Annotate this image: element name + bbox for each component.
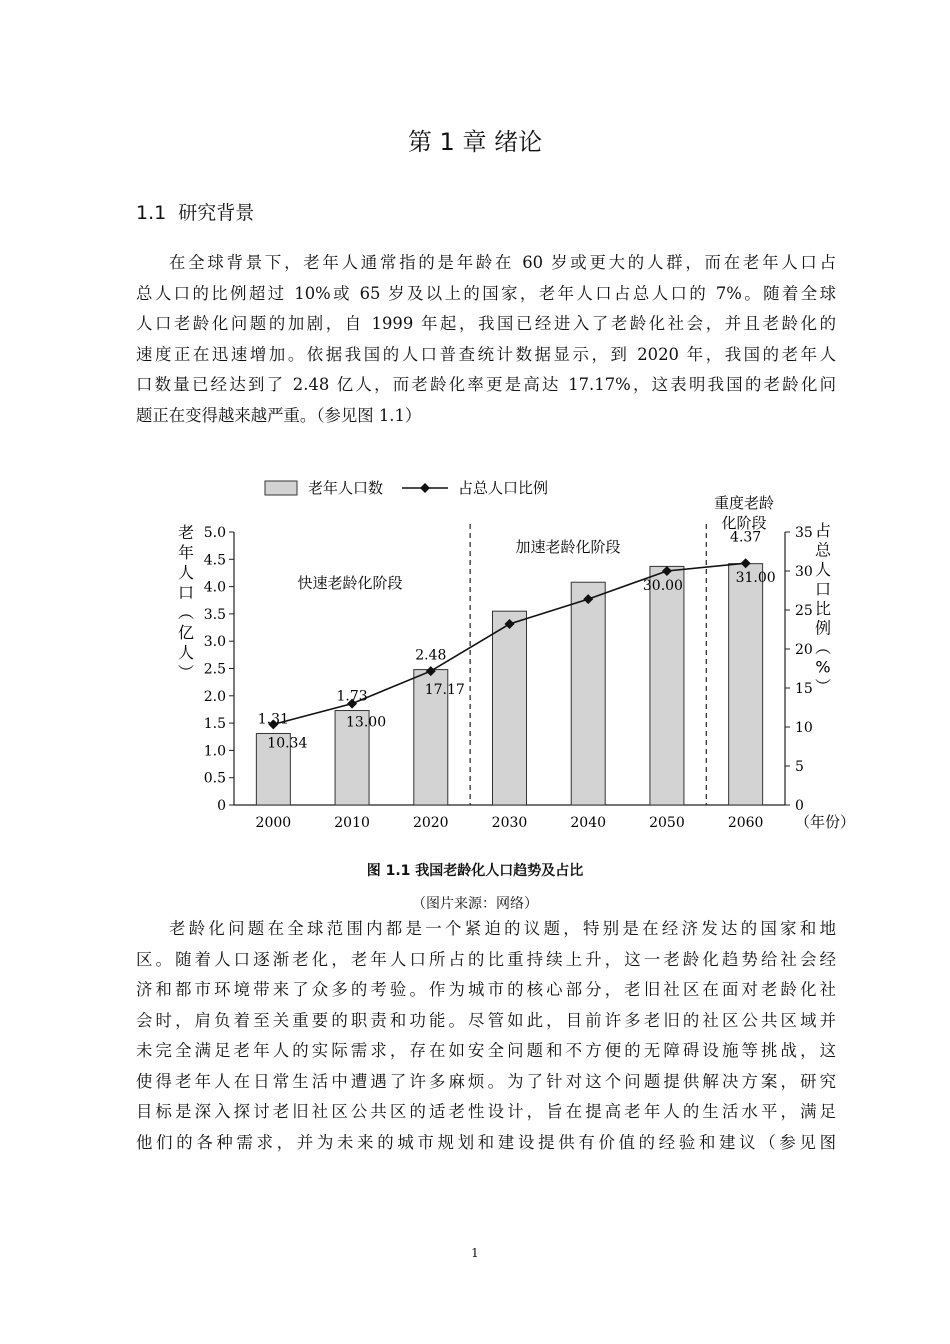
bar-value-label: 1.31 (257, 711, 289, 728)
section-heading (136, 198, 254, 225)
line-value-label: 10.34 (267, 735, 308, 752)
right-axis-label-char: 占 (814, 521, 832, 540)
bar-value-label: 2.48 (415, 647, 447, 664)
bar-2050 (650, 566, 684, 805)
x-axis-label: （年份） (794, 813, 856, 831)
right-axis-tick-label: 30 (795, 564, 813, 580)
paragraph-line: 口数量已经达到了 2.48 亿人，而老龄化率更是高达 17.17%，这表明我国的老龄化问 (136, 375, 836, 394)
paragraph-line: 速度正在迅速增加。依据我国的人口普查统计数据显示，到 2020 年，我国的老年人 (136, 344, 836, 364)
section-number: 1.1 (136, 202, 167, 224)
left-axis-label-char: 亿 (177, 623, 195, 642)
line-value-label: 13.00 (346, 714, 387, 731)
right-axis-label-char: 口 (814, 579, 832, 599)
line-value-label: 30.00 (642, 578, 683, 594)
right-axis-tick-label: 10 (795, 720, 813, 736)
population-chart (160, 470, 860, 840)
right-axis-tick-label: 15 (795, 681, 813, 697)
left-axis-tick-label: 4.5 (203, 552, 226, 569)
paragraph-line: 总人口的比例超过 10%或 65 岁及以上的国家，老年人口占总人口的 7%。随着全球 (136, 283, 836, 303)
left-axis-tick-label: 3.5 (203, 606, 226, 623)
bar-value-label: 1.73 (336, 688, 368, 705)
left-axis-tick-label: 0.5 (203, 770, 226, 787)
left-axis-tick-label: 2.5 (203, 661, 226, 678)
left-axis-label-char: 老 (177, 523, 195, 542)
bar-2030 (493, 611, 527, 805)
stage-label-severe-1: 重度老龄 (713, 494, 775, 512)
paragraph-line: 他们的各种需求，并为未来的城市规划和建设提供有价值的经验和建议（参见图 (136, 1132, 836, 1152)
legend-bar-label: 老年人口数 (308, 479, 384, 497)
paragraph-line: 题正在变得越来越严重。（参见图 1.1） (136, 405, 422, 425)
population-chart-svg (160, 470, 860, 840)
x-tick-label: 2010 (334, 815, 370, 831)
paragraph-2 (136, 914, 836, 1158)
paragraph-line: 人口老龄化问题的加剧，自 1999 年起，我国已经进入了老龄化社会，并且老龄化的 (136, 314, 836, 333)
left-axis-tick-label: 3.0 (203, 634, 226, 651)
legend-bar-swatch (265, 481, 297, 495)
paragraph-line: 未完全满足老年人的实际需求，存在如安全问题和不方便的无障碍设施等挑战，这 (136, 1041, 836, 1060)
right-axis-label-char: 例 (814, 618, 832, 638)
left-axis-label-char: 人 (177, 643, 195, 662)
left-axis-tick-label: 0 (217, 798, 226, 814)
line-value-label: 31.00 (735, 570, 776, 587)
left-axis-tick-label: 4.0 (203, 579, 226, 596)
paragraph-line: 在全球背景下，老年人通常指的是年龄在 60 岁或更大的人群，而在老年人口占 (169, 253, 836, 272)
left-axis-tick-label: 1.0 (203, 743, 226, 760)
paragraph-line: 使得老年人在日常生活中遭遇了许多麻烦。为了针对这个问题提供解决方案，研究 (136, 1071, 836, 1091)
bar-value-label: 4.37 (730, 529, 762, 546)
paragraph-line: 会时，肩负着至关重要的职责和功能。尽管如此，目前许多老旧的社区公共区域并 (136, 1010, 836, 1030)
right-axis-label-char: 人 (814, 560, 832, 579)
paragraph-line: 目标是深入探讨老旧社区公共区的适老性设计，旨在提高老年人的生活水平，满足 (136, 1102, 836, 1121)
paragraph-1 (136, 248, 836, 431)
figure-source: （图片来源：网络） (412, 896, 538, 912)
left-axis-label-char: 年 (177, 543, 195, 562)
stage-label-severe-2: 化阶段 (721, 514, 767, 532)
x-tick-label: 2000 (255, 815, 292, 831)
bar-2060 (729, 564, 763, 805)
figure-caption: 图 1.1 我国老龄化人口趋势及占比 (366, 863, 584, 879)
left-axis-label-char: （ (176, 603, 195, 621)
right-axis-tick-label: 5 (795, 759, 804, 775)
right-axis-label-char: 比 (814, 599, 832, 618)
x-tick-label: 2060 (727, 815, 764, 831)
paragraph-line: 老龄化问题在全球范围内都是一个紧迫的议题，特别是在经济发达的国家和地 (169, 919, 836, 938)
paragraph-line: 济和都市环境带来了众多的考验。作为城市的核心部分，老旧社区在面对老龄化社 (136, 980, 836, 999)
left-axis-label-char: ） (176, 663, 195, 681)
x-tick-label: 2030 (491, 815, 528, 831)
left-axis-tick-label: 1.5 (203, 716, 226, 733)
paragraph-line: 区。随着人口逐渐老化，老年人口所占的比重持续上升，这一老龄化趋势给社会经 (136, 949, 836, 969)
right-axis-label-char: （ (813, 638, 832, 656)
right-axis-tick-label: 20 (795, 642, 813, 658)
right-axis-tick-label: 0 (795, 798, 804, 814)
legend-line-label: 占总人口比例 (458, 479, 549, 497)
x-tick-label: 2020 (412, 815, 449, 831)
stage-label-rapid: 快速老龄化阶段 (297, 574, 403, 592)
stage-label-accelerated: 加速老龄化阶段 (515, 538, 621, 556)
line-value-label: 17.17 (424, 682, 465, 699)
left-axis-label-char: 人 (177, 563, 195, 582)
right-axis-tick-label: 35 (795, 525, 813, 541)
x-tick-label: 2040 (570, 815, 607, 831)
right-axis-label-char: % (815, 657, 831, 677)
section-title: 研究背景 (178, 202, 255, 224)
page-title: 第 1 章 绪论 (407, 128, 543, 156)
x-tick-label: 2050 (649, 815, 685, 831)
right-axis-label-char: 总 (814, 540, 832, 560)
page-number: 1 (471, 1246, 479, 1260)
left-axis-label-char: 口 (177, 583, 195, 602)
right-axis-label-char: ） (813, 677, 832, 695)
left-axis-tick-label: 5.0 (203, 525, 226, 541)
bar-2040 (571, 582, 605, 805)
left-axis-tick-label: 2.0 (203, 688, 226, 705)
right-axis-tick-label: 25 (795, 603, 813, 619)
legend-line-marker (420, 483, 430, 493)
